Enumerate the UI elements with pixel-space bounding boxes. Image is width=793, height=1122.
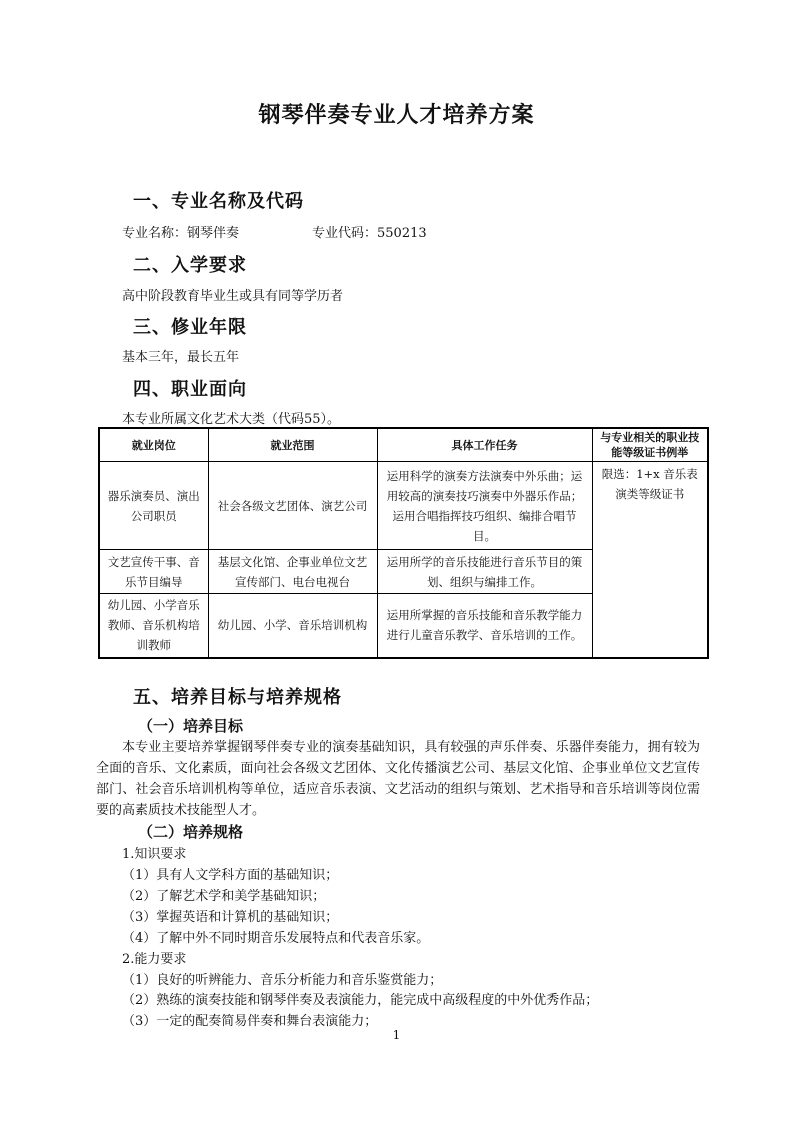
admission-text: 高中阶段教育毕业生或具有同等学历者 (122, 289, 344, 304)
table-row (99, 462, 708, 550)
list-item: （3）一定的配奏简易伴奏和舞台表演能力； (122, 1014, 378, 1029)
career-table (98, 427, 709, 659)
spec-subheading: （二）培养规格 (138, 823, 244, 841)
goal-subheading: （一）培养目标 (138, 717, 244, 735)
cell-tasks: 运用所学的音乐技能进行音乐节目的策划、组织与编排工作。 (377, 550, 592, 594)
section-1-heading: 一、专业名称及代码 (133, 191, 304, 212)
major-code: 专业代码：550213 (312, 226, 427, 241)
ability-title: 2.能力要求 (122, 952, 187, 967)
list-item: （4）了解中外不同时期音乐发展特点和代表音乐家。 (122, 931, 430, 946)
list-item: （2）熟练的演奏技能和钢琴伴奏及表演能力，能完成中高级程度的中外优秀作品； (122, 993, 599, 1008)
cell-tasks: 运用所掌握的音乐技能和音乐教学能力进行儿童音乐教学、音乐培训的工作。 (377, 594, 592, 658)
cell-position: 文艺宣传干事、音乐节目编导 (99, 550, 208, 594)
cell-position: 器乐演奏员、演出公司职员 (99, 462, 208, 550)
career-intro: 本专业所属文化艺术大类（代码55）。 (122, 412, 341, 427)
cell-tasks: 运用科学的演奏方法演奏中外乐曲；运用较高的演奏技巧演奏中外器乐作品；运用合唱指挥技巧组织、编排合唱节目。 (377, 462, 592, 550)
list-item: （1）良好的听辨能力、音乐分析能力和音乐鉴赏能力； (122, 973, 443, 988)
header-position: 就业岗位 (99, 428, 208, 462)
list-item: （3）掌握英语和计算机的基础知识； (122, 910, 339, 925)
table-header-row (99, 428, 708, 462)
list-item: （1）具有人文学科方面的基础知识； (122, 868, 339, 883)
major-name: 专业名称：钢琴伴奏 (122, 226, 240, 241)
cell-scope: 社会各级文艺团体、演艺公司 (208, 462, 377, 550)
knowledge-title: 1.知识要求 (122, 847, 187, 862)
cell-scope: 基层文化馆、企事业单位文艺宣传部门、电台电视台 (208, 550, 377, 594)
cell-position: 幼儿园、小学音乐教师、音乐机构培训教师 (99, 594, 208, 658)
page-number: 1 (392, 1028, 401, 1042)
header-scope: 就业范围 (208, 428, 377, 462)
section-4-heading: 四、职业面向 (133, 379, 247, 400)
cell-scope: 幼儿园、小学、音乐培训机构 (208, 594, 377, 658)
document-title: 钢琴伴奏专业人才培养方案 (258, 103, 535, 128)
header-certificate: 与专业相关的职业技能等级证书例举 (592, 428, 708, 462)
section-3-heading: 三、修业年限 (133, 317, 247, 338)
list-item: （2）了解艺术学和美学基础知识； (122, 889, 326, 904)
goal-paragraph: 本专业主要培养掌握钢琴伴奏专业的演奏基础知识，具有较强的声乐伴奏、乐器伴奏能力，拥有较为全面的音乐、文化素质，面向社会各级文艺团体、文化传播演艺公司、基层文化馆、企事业单位文艺宣传部门、社会音乐培训机构等单位，适应音乐表演、文艺活动的组织与策划、艺术指导和音乐培训等岗位需要的高素质技术技能型人才。 (96, 740, 700, 818)
section-5-heading: 五、培养目标与培养规格 (133, 687, 342, 708)
header-tasks: 具体工作任务 (377, 428, 592, 462)
cell-certificate: 限选：1+x 音乐表演类等级证书 (592, 462, 708, 658)
study-years-text: 基本三年，最长五年 (122, 350, 240, 365)
section-2-heading: 二、入学要求 (133, 255, 247, 276)
